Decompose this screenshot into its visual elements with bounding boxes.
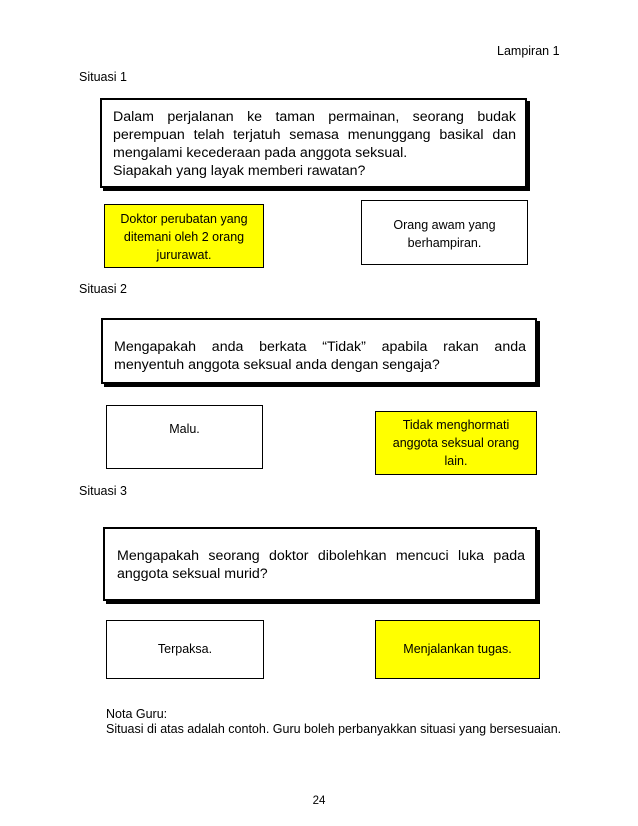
answer-line: anggota seksual orang — [392, 436, 520, 450]
question-line: mengalami kecederaan pada anggota seksual. — [113, 145, 408, 161]
answer-line: Doktor perubatan yang — [120, 212, 248, 226]
teacher-note — [106, 707, 561, 737]
question-line: Mengapakah anda berkata “Tidak” apabila rakan anda — [114, 339, 526, 355]
answer-line: Terpaksa. — [157, 642, 213, 656]
answer-line: lain. — [444, 454, 468, 468]
situation-3-answer-a — [106, 620, 264, 679]
question-line: anggota seksual murid? — [117, 566, 268, 582]
answer-line: jururawat. — [156, 248, 212, 262]
answer-line: Tidak menghormati — [402, 418, 510, 432]
situation-1-label: Situasi 1 — [79, 70, 127, 84]
teacher-note-text: Situasi di atas adalah contoh. Guru boleh perbanyakkan situasi yang bersesuaian. — [106, 722, 562, 736]
situation-3-answer-b — [375, 620, 540, 679]
question-line: Dalam perjalanan ke taman permainan, seorang budak — [113, 109, 516, 125]
answer-line: Malu. — [169, 422, 200, 436]
page-number: 24 — [312, 795, 326, 807]
situation-2-answer-b — [375, 411, 537, 475]
question-line: menyentuh anggota seksual anda dengan sengaja? — [114, 357, 440, 373]
question-line: Siapakah yang layak memberi rawatan? — [113, 163, 366, 179]
situation-1-answer-b — [361, 200, 528, 265]
question-line: Mengapakah seorang doktor dibolehkan mencuci luka pada — [117, 548, 525, 564]
situation-2-answer-a — [106, 405, 263, 469]
appendix-label: Lampiran 1 — [497, 44, 560, 58]
situation-2-question — [101, 318, 537, 384]
answer-line: berhampiran. — [407, 236, 482, 250]
situation-2-label: Situasi 2 — [79, 282, 127, 296]
question-line: perempuan telah terjatuh semasa menunggang basikal dan — [113, 127, 516, 143]
situation-3-label: Situasi 3 — [79, 484, 127, 498]
situation-1-question — [100, 98, 527, 188]
answer-line: Menjalankan tugas. — [403, 642, 512, 656]
answer-line: Orang awam yang — [393, 218, 496, 232]
situation-3-question — [103, 527, 537, 601]
situation-1-answer-a — [104, 204, 264, 268]
answer-line: ditemani oleh 2 orang — [123, 230, 245, 244]
teacher-note-title: Nota Guru: — [106, 707, 168, 721]
